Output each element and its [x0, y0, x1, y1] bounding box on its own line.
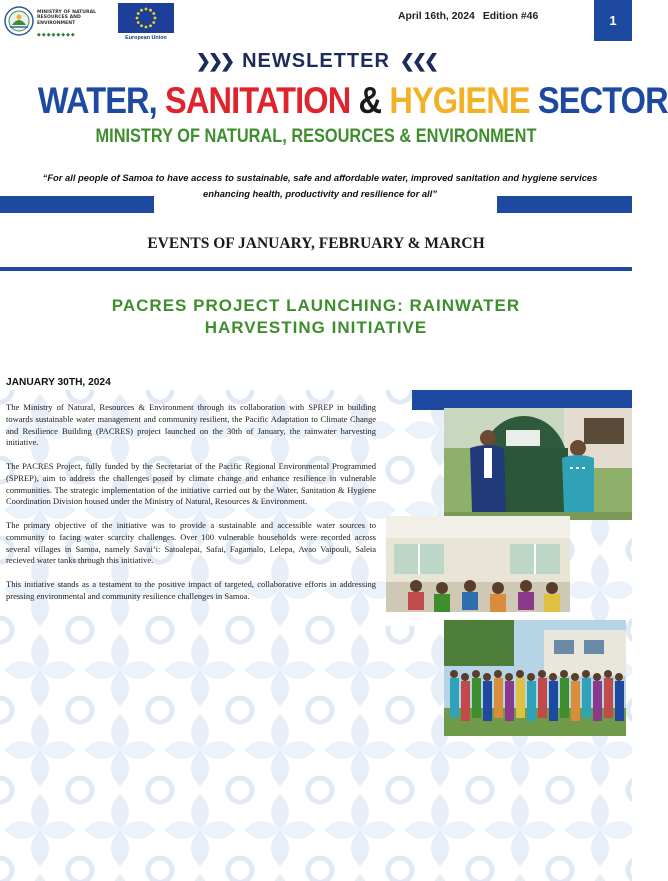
person-head: [549, 673, 557, 681]
eu-star-icon: [149, 24, 152, 27]
person-head: [604, 670, 612, 678]
masthead-word-sector: SECTOR: [537, 80, 668, 121]
photo-community-meeting: [386, 516, 570, 626]
issue-date: April 16th, 2024: [398, 11, 475, 22]
masthead-ampersand: &: [358, 80, 382, 121]
ministry-logo-text: MINISTRY OF NATURAL RESOURCES AND ENVIRONMENT: [37, 10, 97, 26]
eu-star-icon: [145, 8, 148, 11]
article-body: [6, 402, 376, 614]
person-head: [461, 673, 469, 681]
person-head: [571, 673, 579, 681]
article-title: PACRES PROJECT LAUNCHING: RAINWATER HARVESTING INITIATIVE: [111, 296, 521, 337]
ministry-logo: [4, 6, 108, 42]
photo-accent-block: [412, 390, 632, 410]
person-head: [560, 670, 568, 678]
eu-star-icon: [154, 17, 157, 20]
article-paragraph: The Ministry of Natural, Resources & Environment through its collaboration with SPREP in building towards sustainable water management and community resilient, the Pacific Adaptation to Climate Change and Resilience Building (PACRES) project launched on the 30th of January, the rainwater harvesting initiative.: [6, 402, 376, 448]
person-body: [582, 678, 591, 718]
eu-logo-label: European Union: [125, 35, 167, 41]
page-number: 1: [594, 0, 632, 41]
issue-info: [398, 11, 538, 22]
person-body: [538, 678, 547, 718]
eu-star-icon: [137, 21, 140, 24]
person-head: [472, 670, 480, 678]
divider-band-right: [497, 196, 632, 213]
eu-star-icon: [140, 9, 143, 12]
eu-logo: [116, 3, 176, 43]
person-body: [450, 678, 459, 718]
person-body: [604, 678, 613, 718]
person-head: [538, 670, 546, 678]
person-body: [505, 681, 514, 721]
person-body: [472, 678, 481, 718]
masthead-word-hygiene: HYGIENE: [389, 80, 530, 121]
eu-star-icon: [152, 21, 155, 24]
person-body: [549, 681, 558, 721]
eu-flag-icon: [118, 3, 174, 33]
eu-star-icon: [152, 12, 155, 15]
person-body: [571, 681, 580, 721]
article-paragraph: The PACRES Project, fully funded by the Secretariat of the Pacific Regional Environmental Programmed (SPREP), aim to address the challenges posed by climate change and enhance resilience in vulnerable communities. The strategic implementation of the initiative carried out by the Water, Sanitation & Hygiene Coordination Division housed under the Ministry of Natural, Resources & Environment.: [6, 460, 376, 507]
newsletter-kicker: [0, 50, 632, 73]
person-body: [516, 678, 525, 718]
section-rule: [0, 267, 632, 271]
eu-star-icon: [136, 17, 139, 20]
triple-chevron-left-icon: ❮❮❮: [399, 51, 437, 71]
masthead-word-water: WATER,: [37, 80, 157, 121]
eu-star-icon: [149, 9, 152, 12]
person-body: [527, 681, 536, 721]
person-body: [483, 681, 492, 721]
masthead-title: [37, 80, 668, 122]
person-head: [615, 673, 623, 681]
section-heading: EVENTS OF JANUARY, FEBRUARY & MARCH: [147, 235, 485, 252]
person-body: [560, 678, 569, 718]
person-head: [483, 673, 491, 681]
person-head: [494, 670, 502, 678]
eu-star-icon: [137, 12, 140, 15]
person-head: [582, 670, 590, 678]
article-date: JANUARY 30TH, 2024: [6, 377, 111, 388]
person-head: [450, 670, 458, 678]
person-body: [593, 681, 602, 721]
person-head: [516, 670, 524, 678]
ministry-subtitle: MINISTRY OF NATURAL, RESOURCES & ENVIRONMENT: [95, 126, 537, 147]
person-body: [615, 681, 624, 721]
person-head: [505, 673, 513, 681]
issue-edition: Edition #46: [482, 11, 539, 22]
eu-star-icon: [140, 24, 143, 27]
ministry-logo-dots: ◆◆◆◆◆◆◆◆: [37, 32, 76, 38]
vision-statement: “For all people of Samoa to have access to sustainable, safe and affordable water, improved sanitation and hygiene services enhancing health, productivity and resilience for all”: [42, 172, 598, 199]
article-paragraph: This initiative stands as a testament to the positive impact of targeted, collaborative efforts in addressing pressing environmental and community resilience challenges in Samoa.: [6, 578, 376, 601]
person-head: [593, 673, 601, 681]
kicker-label: NEWSLETTER: [242, 50, 390, 72]
photo-tank-handover: [444, 408, 632, 520]
eu-star-icon: [145, 26, 148, 29]
article-paragraph: The primary objective of the initiative was to provide a sustainable and accessible water sources to community to facing water scarcity challenges. Over 100 vulnerable households were recorded across several villages in Samoa, namely Savai’i: Satoalepai, Safai, Fagamalo, Lelepa, Avao Vaipouli, Saleia recieved water tanks through this initiative.: [6, 519, 376, 566]
person-body: [494, 678, 503, 718]
person-head: [527, 673, 535, 681]
person-body: [461, 681, 470, 721]
ministry-seal-icon: [4, 6, 34, 36]
triple-chevron-right-icon: ❯❯❯: [195, 51, 233, 71]
masthead-word-sanitation: SANITATION: [165, 80, 351, 121]
photo-group-outdoor: [444, 620, 626, 736]
divider-band-left: [0, 196, 154, 213]
